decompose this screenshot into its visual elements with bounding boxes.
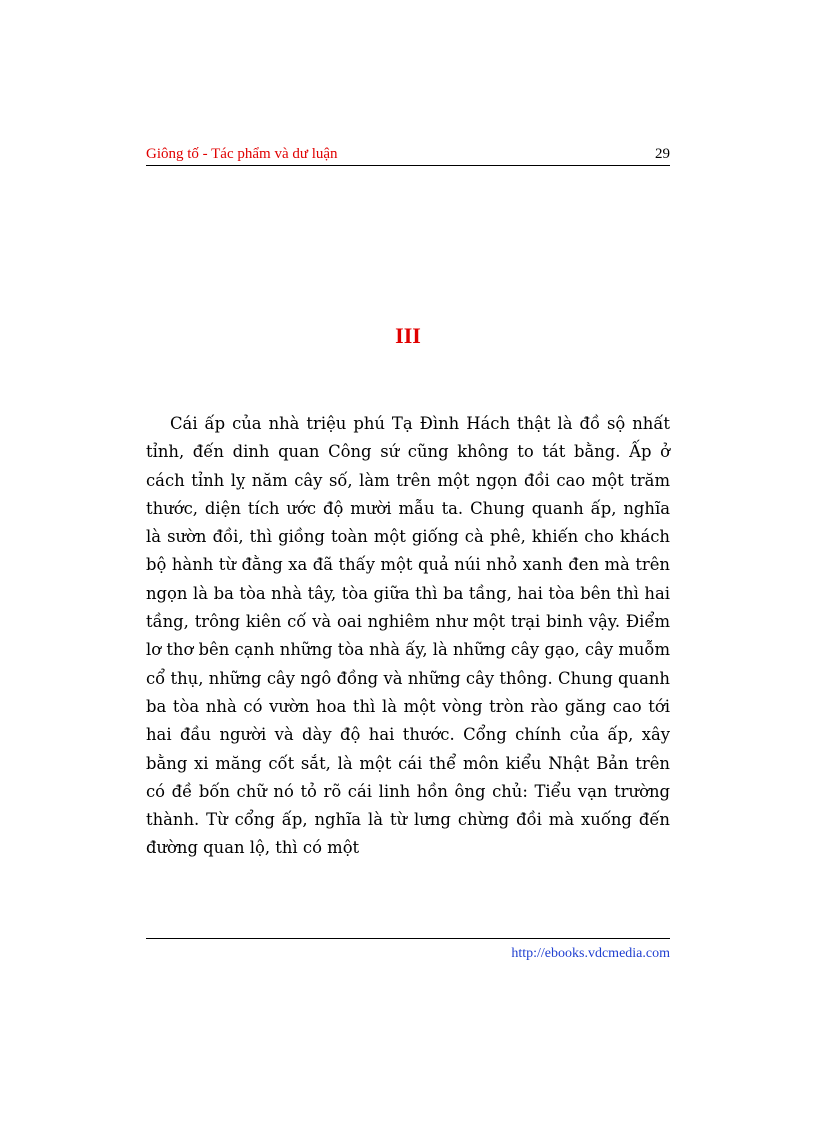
page-number: 29: [655, 146, 670, 162]
chapter-heading: III: [395, 323, 421, 348]
footer-divider: [146, 938, 670, 939]
footer-url-link[interactable]: http://ebooks.vdcmedia.com: [511, 946, 670, 961]
header-book-title: Giông tố - Tác phẩm và dư luận: [146, 146, 338, 162]
running-header: [146, 146, 670, 166]
body-paragraph: Cái ấp của nhà triệu phú Tạ Đình Hách thật là đồ sộ nhất tỉnh, đến dinh quan Công sứ cũng không to tát bằng. Ấp ở cách tỉnh lỵ năm cây số, làm trên một ngọn đồi cao một trăm thước, diện tích ước độ mười mẫu ta. Chung quanh ấp, nghĩa là sườn đồi, thì giồng toàn một giống cà phê, khiến cho khách bộ hành từ đằng xa đã thấy một quả núi nhỏ xanh đen mà trên ngọn là ba tòa nhà tây, tòa giữa thì ba tầng, hai tòa bên thì hai tầng, trông kiên cố và oai nghiêm như một trại binh vậy. Điểm lơ thơ bên cạnh những tòa nhà ấy, là những cây gạo, cây muỗm cổ thụ, những cây ngô đồng và những cây thông. Chung quanh ba tòa nhà có vườn hoa thì là một vòng tròn rào găng cao tới hai đầu người và dày độ hai thước. Cổng chính của ấp, xây bằng xi măng cốt sắt, là một cái thể môn kiểu Nhật Bản trên có đề bốn chữ nó tỏ rõ cái linh hồn ông chủ: Tiểu vạn trường thành. Từ cổng ấp, nghĩa là từ lưng chừng đồi mà xuống đến đường quan lộ, thì có một: [146, 414, 670, 858]
